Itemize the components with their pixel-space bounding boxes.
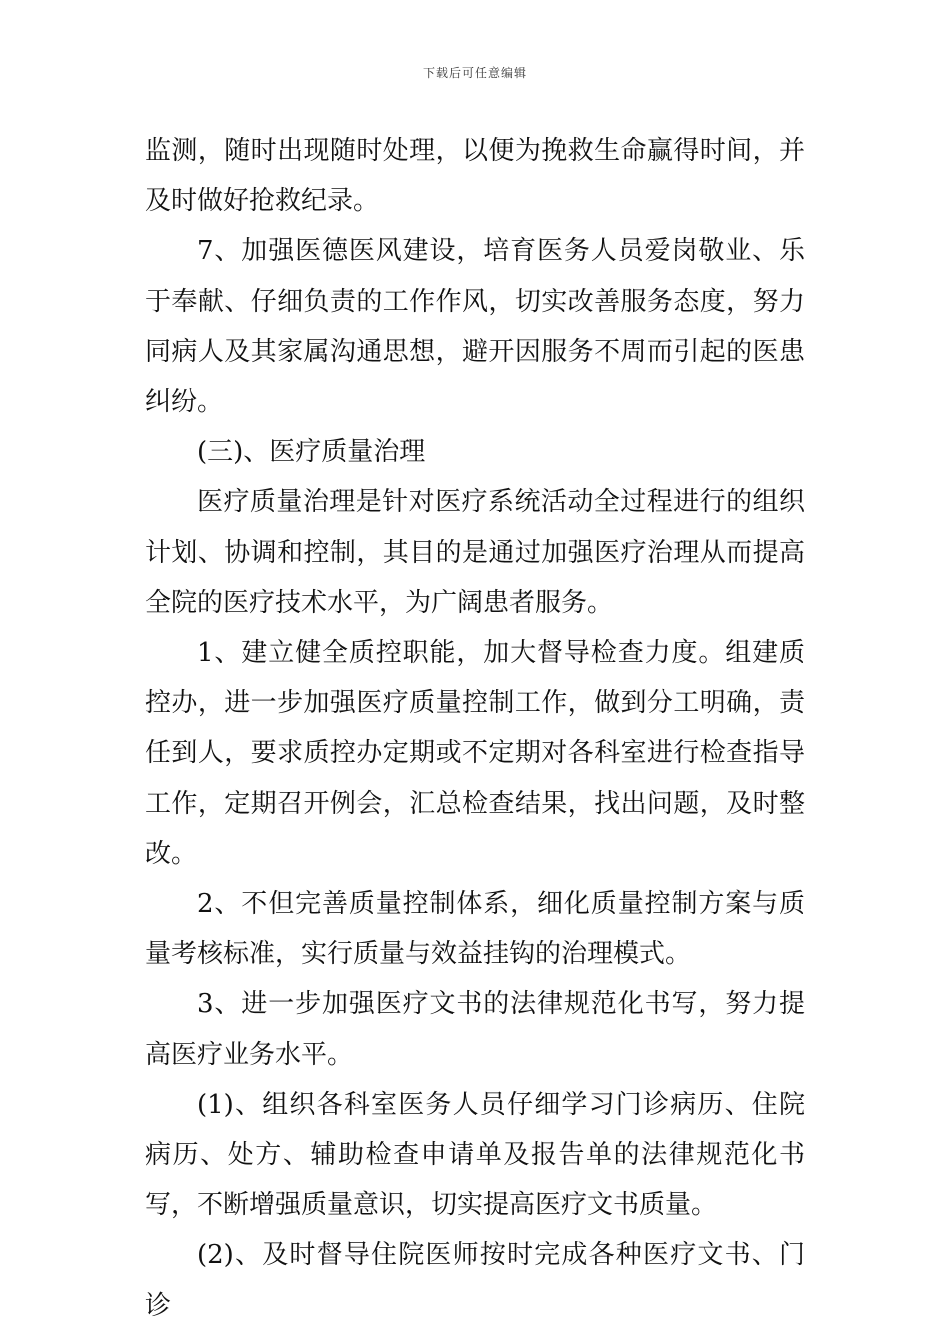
paragraph-7: 3、进一步加强医疗文书的法律规范化书写，努力提高医疗业务水平。 <box>145 989 805 1070</box>
page-header: 下载后可任意编辑 <box>422 66 527 80</box>
paragraph-8: (1)、组织各科室医务人员仔细学习门诊病历、住院病历、处方、辅助检查申请单及报告单的法律规范化书写，不断增强质量意识，切实提高医疗文书质量。 <box>145 1089 805 1221</box>
paragraph-2: 7、加强医德医风建设，培育医务人员爱岗敬业、乐于奉献、仔细负责的工作作风，切实改善服务态度，努力同病人及其家属沟通思想，避开因服务不周而引起的医患纠纷。 <box>145 236 805 418</box>
paragraph-9: (2)、及时督导住院医师按时完成各种医疗文书、门诊 <box>145 1240 805 1321</box>
paragraph-6: 2、不但完善质量控制体系，细化质量控制方案与质量考核标准，实行质量与效益挂钩的治理模式。 <box>145 889 805 970</box>
section-heading: (三)、医疗质量治理 <box>197 437 426 468</box>
paragraph-4: 医疗质量治理是针对医疗系统活动全过程进行的组织计划、协调和控制，其目的是通过加强医疗治理从而提高全院的医疗技术水平，为广阔患者服务。 <box>145 487 805 618</box>
paragraph-5: 1、建立健全质控职能，加大督导检查力度。组建质控办，进一步加强医疗质量控制工作，做到分工明确，责任到人，要求质控办定期或不定期对各科室进行检查指导工作，定期召开例会，汇总检查结果，找出问题，及时整改。 <box>145 638 805 869</box>
document-body <box>145 126 805 1331</box>
paragraph-1: 监测，随时出现随时处理，以便为挽救生命赢得时间，并及时做好抢救纪录。 <box>145 136 805 217</box>
